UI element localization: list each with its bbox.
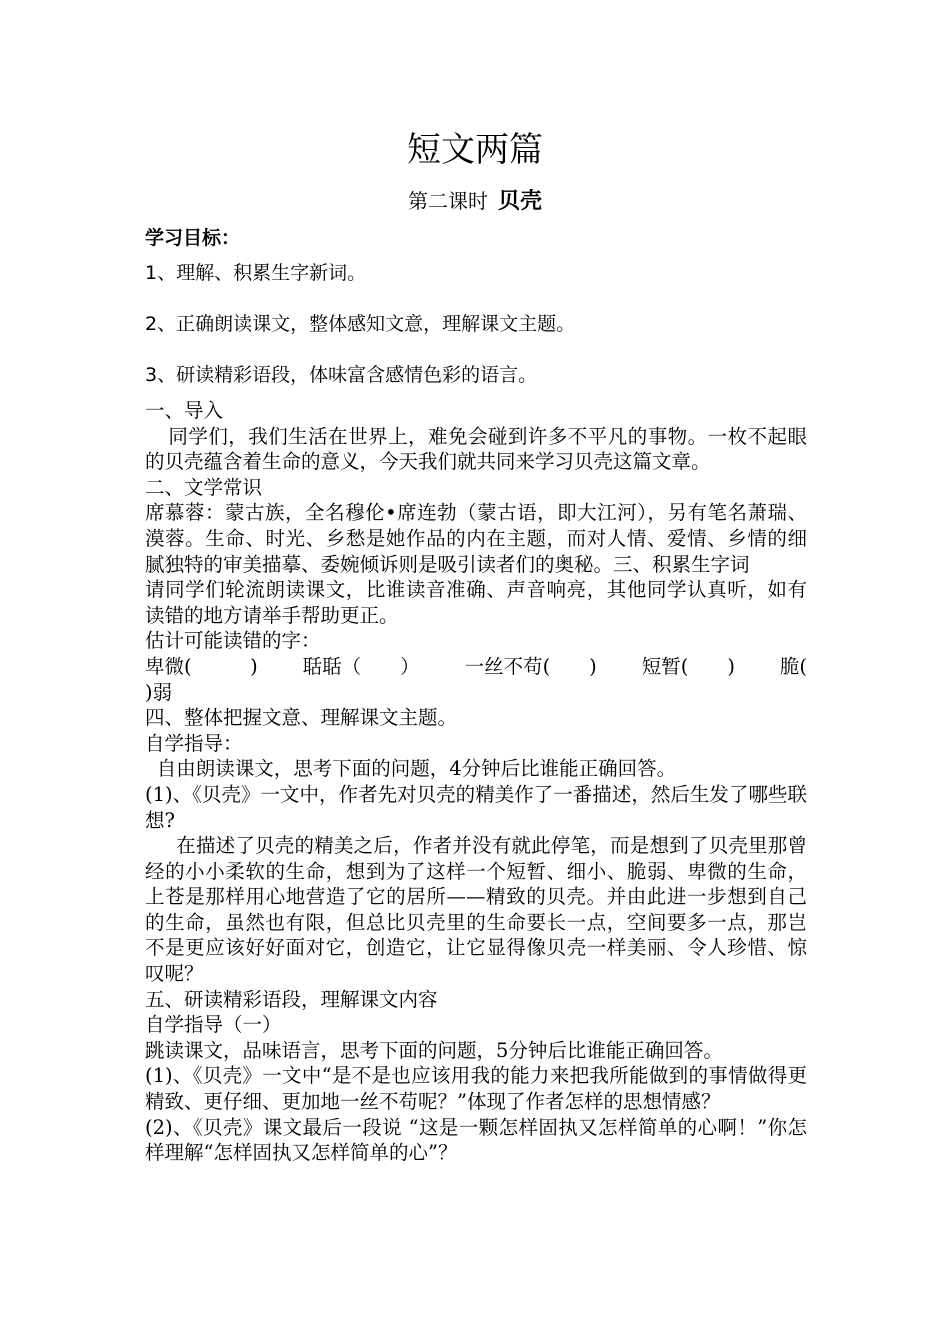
body-text xyxy=(145,398,807,1166)
section-5-question-1: (1)、《贝壳》一文中“是不是也应该用我的能力来把我所能做到的事情做得更精致、更仔细、更加地一丝不苟呢？”体现了作者怎样的思想情感？ xyxy=(145,1064,807,1114)
section-4-question-1: (1)、《贝壳》一文中，作者先对贝壳的精美作了一番描述，然后生发了哪些联想? xyxy=(145,782,807,832)
section-2-paragraph: 席慕蓉：蒙古族，全名穆伦•席连勃（蒙古语，即大江河），另有笔名萧瑞、漠蓉。生命、时光、乡愁是她作品的内在主题，而对人情、爱情、乡情的细腻独特的审美描摹、委婉倾诉则是吸引读者们的奥秘。三、积累生字词 xyxy=(145,501,807,576)
section-4-heading: 四、整体把握文意、理解课文主题。 xyxy=(145,706,458,730)
section-5-task: 跳读课文，品味语言，思考下面的问题，5分钟后比谁能正确回答。 xyxy=(145,1038,723,1062)
lesson-subtitle xyxy=(0,186,950,217)
lesson-name: 贝壳 xyxy=(497,189,542,214)
section-4-answer: 在描述了贝壳的精美之后，作者并没有就此停笔，而是想到了贝壳里那曾经的小小柔软的生命，想到为了这样一个短暂、细小、脆弱、卑微的生命，上苍是那样用心地营造了它的居所——精致的贝壳。并由此进一步想到自己的生命，虽然也有限，但总比贝壳里的生命要长一点，空间要多一点，那岂不是更应该好好面对它，创造它，让它显得像贝壳一样美丽、令人珍惜、惊叹呢？ xyxy=(145,834,807,986)
word-item-4: 短暂( ) xyxy=(641,654,735,678)
goal-item-1: 1、理解、积累生字新词。 xyxy=(145,262,367,284)
section-1-paragraph: 同学们，我们生活在世界上，难免会碰到许多不平凡的事物。一枚不起眼的贝壳蕴含着生命的意义，今天我们就共同来学习贝壳这篇文章。 xyxy=(145,424,807,474)
goal-item-2: 2、正确朗读课文，整体感知文意，理解课文主题。 xyxy=(145,313,576,335)
word-list-tail: )弱 xyxy=(145,680,173,704)
goals-heading: 学习目标： xyxy=(145,227,241,249)
section-3-estimate: 估计可能读错的字： xyxy=(145,629,321,653)
section-5-heading: 五、研读精彩语段，理解课文内容 xyxy=(145,987,438,1011)
section-5-guide: 自学指导（一） xyxy=(145,1013,282,1037)
lesson-number: 第二课时 xyxy=(407,189,488,213)
word-item-3: 一丝不苟( ) xyxy=(464,654,597,678)
word-item-5: 脆( xyxy=(779,654,807,678)
goal-item-3: 3、研读精彩语段，体味富含感情色彩的语言。 xyxy=(145,364,538,386)
word-item-1: 卑微( ) xyxy=(145,654,258,678)
section-4-guide: 自学指导： xyxy=(145,731,243,755)
section-2-heading: 二、文学常识 xyxy=(145,475,263,499)
section-4-task: 自由朗读课文，思考下面的问题，4分钟后比谁能正确回答。 xyxy=(156,757,677,781)
section-3-paragraph: 请同学们轮流朗读课文，比谁读音准确、声音响亮，其他同学认真听，如有读错的地方请举手帮助更正。 xyxy=(145,578,807,627)
word-item-2: 聒聒（ ） xyxy=(302,654,420,678)
section-1-heading: 一、导入 xyxy=(145,399,224,422)
page-title: 短文两篇 xyxy=(407,130,543,170)
word-list xyxy=(145,654,807,680)
section-5-question-2: (2)、《贝壳》课文最后一段说 “这是一颗怎样固执又怎样简单的心啊！”你怎样理解“怎样固执又怎样简单的心”？ xyxy=(145,1115,807,1165)
